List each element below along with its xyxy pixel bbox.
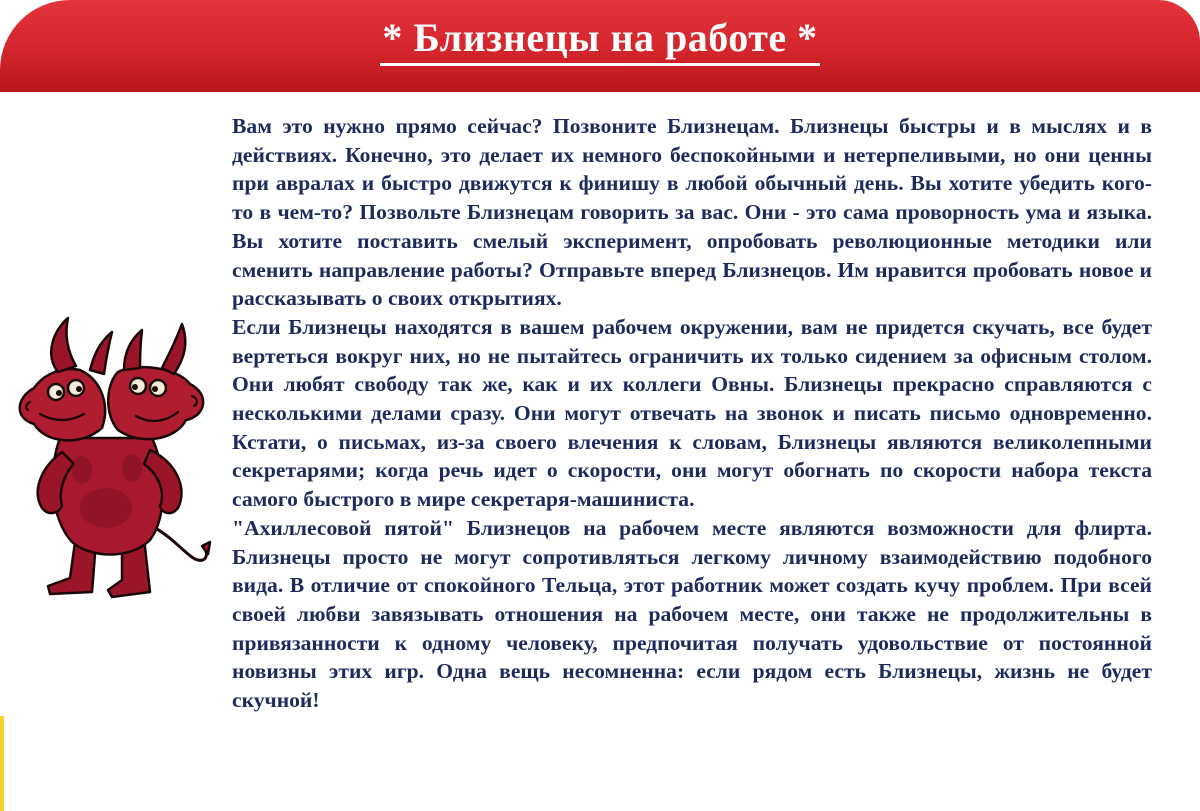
article-paragraph: Вам это нужно прямо сейчас? Позвоните Близнецам. Близнецы быстры и в мыслях и в действиях. Конечно, это делает их немного беспокойными и нетерпеливыми, но они ценны при авралах и быстро движутся к финишу в любой обычный день. Вы хотите убедить кого-то в чем-то? Позвольте Близнецам говорить за вас. Они - это сама проворность ума и языка. Вы хотите поставить смелый эксперимент, опробовать революционные методики или сменить направление работы? Отправьте вперед Близнецов. Им нравится пробовать новое и рассказывать о своих открытиях. — [232, 114, 1152, 311]
article-body — [232, 112, 1152, 715]
two-headed-devil-gemini-icon — [10, 310, 220, 602]
page-title: * Близнецы на работе * — [380, 14, 819, 66]
title-banner — [0, 0, 1200, 92]
yellow-edge-strip — [0, 716, 4, 811]
article-paragraph: Если Близнецы находятся в вашем рабочем окружении, вам не придется скучать, все будет вертеться вокруг них, но не пытайтесь ограничить их только сидением за офисным столом. Они любят свободу так же, как и их коллеги Овны. Близнецы прекрасно справляются с несколькими делами сразу. Они могут отвечать на звонок и писать письмо одновременно. Кстати, о письмах, из-за своего влечения к словам, Близнецы являются великолепными секретарями; когда речь идет о скорости, они могут обогнать по скорости набора текста самого быстрого в мире секретаря-машиниста. — [232, 314, 1152, 512]
article-paragraph: "Ахиллесовой пятой" Близнецов на рабочем месте являются возможности для флирта. Близнецы просто не могут сопротивляться легкому личному взаимодействию подобного вида. В отличие от спокойного Тельца, этот работник может создать кучу проблем. При всей своей любви завязывать отношения на рабочем месте, они также не продолжительны в привязанности к одному человеку, предпочитая получать удовольствие от постоянной новизны этих игр. Одна вещь несомненна: если рядом есть Близнецы, жизнь не будет скучной! — [232, 515, 1152, 713]
